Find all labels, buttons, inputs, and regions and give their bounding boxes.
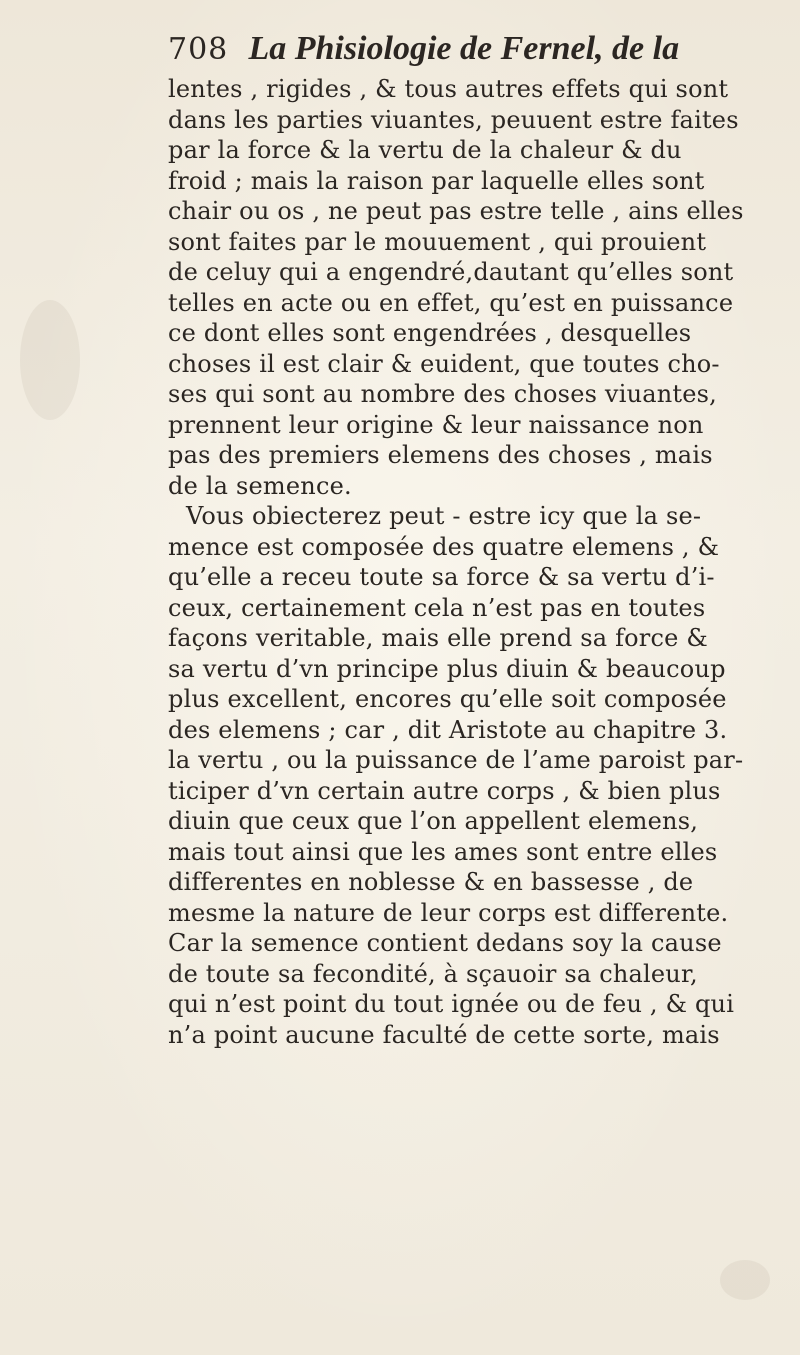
text-line: chair ou os , ne peut pas estre telle , ains elles xyxy=(168,197,744,225)
text-line: froid ; mais la raison par laquelle elles sont xyxy=(168,166,705,195)
text-line: façons veritable, mais elle prend sa force & xyxy=(168,624,708,652)
text-line: ses qui sont au nombre des choses viuantes, xyxy=(168,380,717,408)
text-line: par la force & la vertu de la chaleur & du xyxy=(168,136,682,164)
paper-stain xyxy=(720,1260,770,1300)
text-line: de toute sa fecondité, à sçauoir sa chaleur, xyxy=(168,959,698,988)
text-line: sa vertu d’vn principe plus diuin & beaucoup xyxy=(168,654,726,683)
body-text xyxy=(168,74,800,1050)
text-line: sont faites par le mouuement , qui prouient xyxy=(168,227,707,256)
text-line: mence est composée des quatre elemens , & xyxy=(168,532,720,561)
text-line: ceux, certainement cela n’est pas en toutes xyxy=(168,593,706,622)
page-header xyxy=(168,22,788,74)
text-line: dans les parties viuantes, peuuent estre faites xyxy=(168,105,739,134)
running-title: La Phisiologie de Fernel, de la xyxy=(248,30,680,67)
text-line: n’a point aucune faculté de cette sorte, mais xyxy=(168,1020,720,1049)
text-line: qu’elle a receu toute sa force & sa vertu d’i- xyxy=(168,563,715,591)
text-line: lentes , rigides , & tous autres effets qui sont xyxy=(168,75,729,103)
text-line: la vertu , ou la puissance de l’ame paroist par- xyxy=(168,746,744,774)
text-line: telles en acte ou en effet, qu’est en puissance xyxy=(168,288,734,317)
text-line: des elemens ; car , dit Aristote au chapitre 3. xyxy=(168,715,728,744)
text-line: pas des premiers elemens des choses , mais xyxy=(168,441,713,469)
text-line: mesme la nature de leur corps est differente. xyxy=(168,898,729,927)
text-line: plus excellent, encores qu’elle soit composée xyxy=(168,685,727,713)
paragraph-start-line: Vous obiecterez peut - estre icy que la se- xyxy=(186,502,702,530)
text-line: de celuy qui a engendré,dautant qu’elles sont xyxy=(168,258,734,286)
text-line: ticiper d’vn certain autre corps , & bien plus xyxy=(168,776,721,805)
text-line: differentes en noblesse & en bassesse , de xyxy=(168,868,694,896)
text-line: qui n’est point du tout ignée ou de feu , & qui xyxy=(168,990,735,1018)
text-line: prennent leur origine & leur naissance non xyxy=(168,410,704,439)
text-line: ce dont elles sont engendrées , desquelles xyxy=(168,319,692,347)
text-line: de la semence. xyxy=(168,471,352,500)
paper-stain xyxy=(20,300,80,420)
text-line: Car la semence contient dedans soy la cause xyxy=(168,929,722,957)
text-line: diuin que ceux que l’on appellent elemens, xyxy=(168,807,699,835)
text-line: choses il est clair & euident, que toutes cho- xyxy=(168,349,720,378)
page-number: 708 xyxy=(168,32,229,67)
text-line: mais tout ainsi que les ames sont entre elles xyxy=(168,837,718,866)
